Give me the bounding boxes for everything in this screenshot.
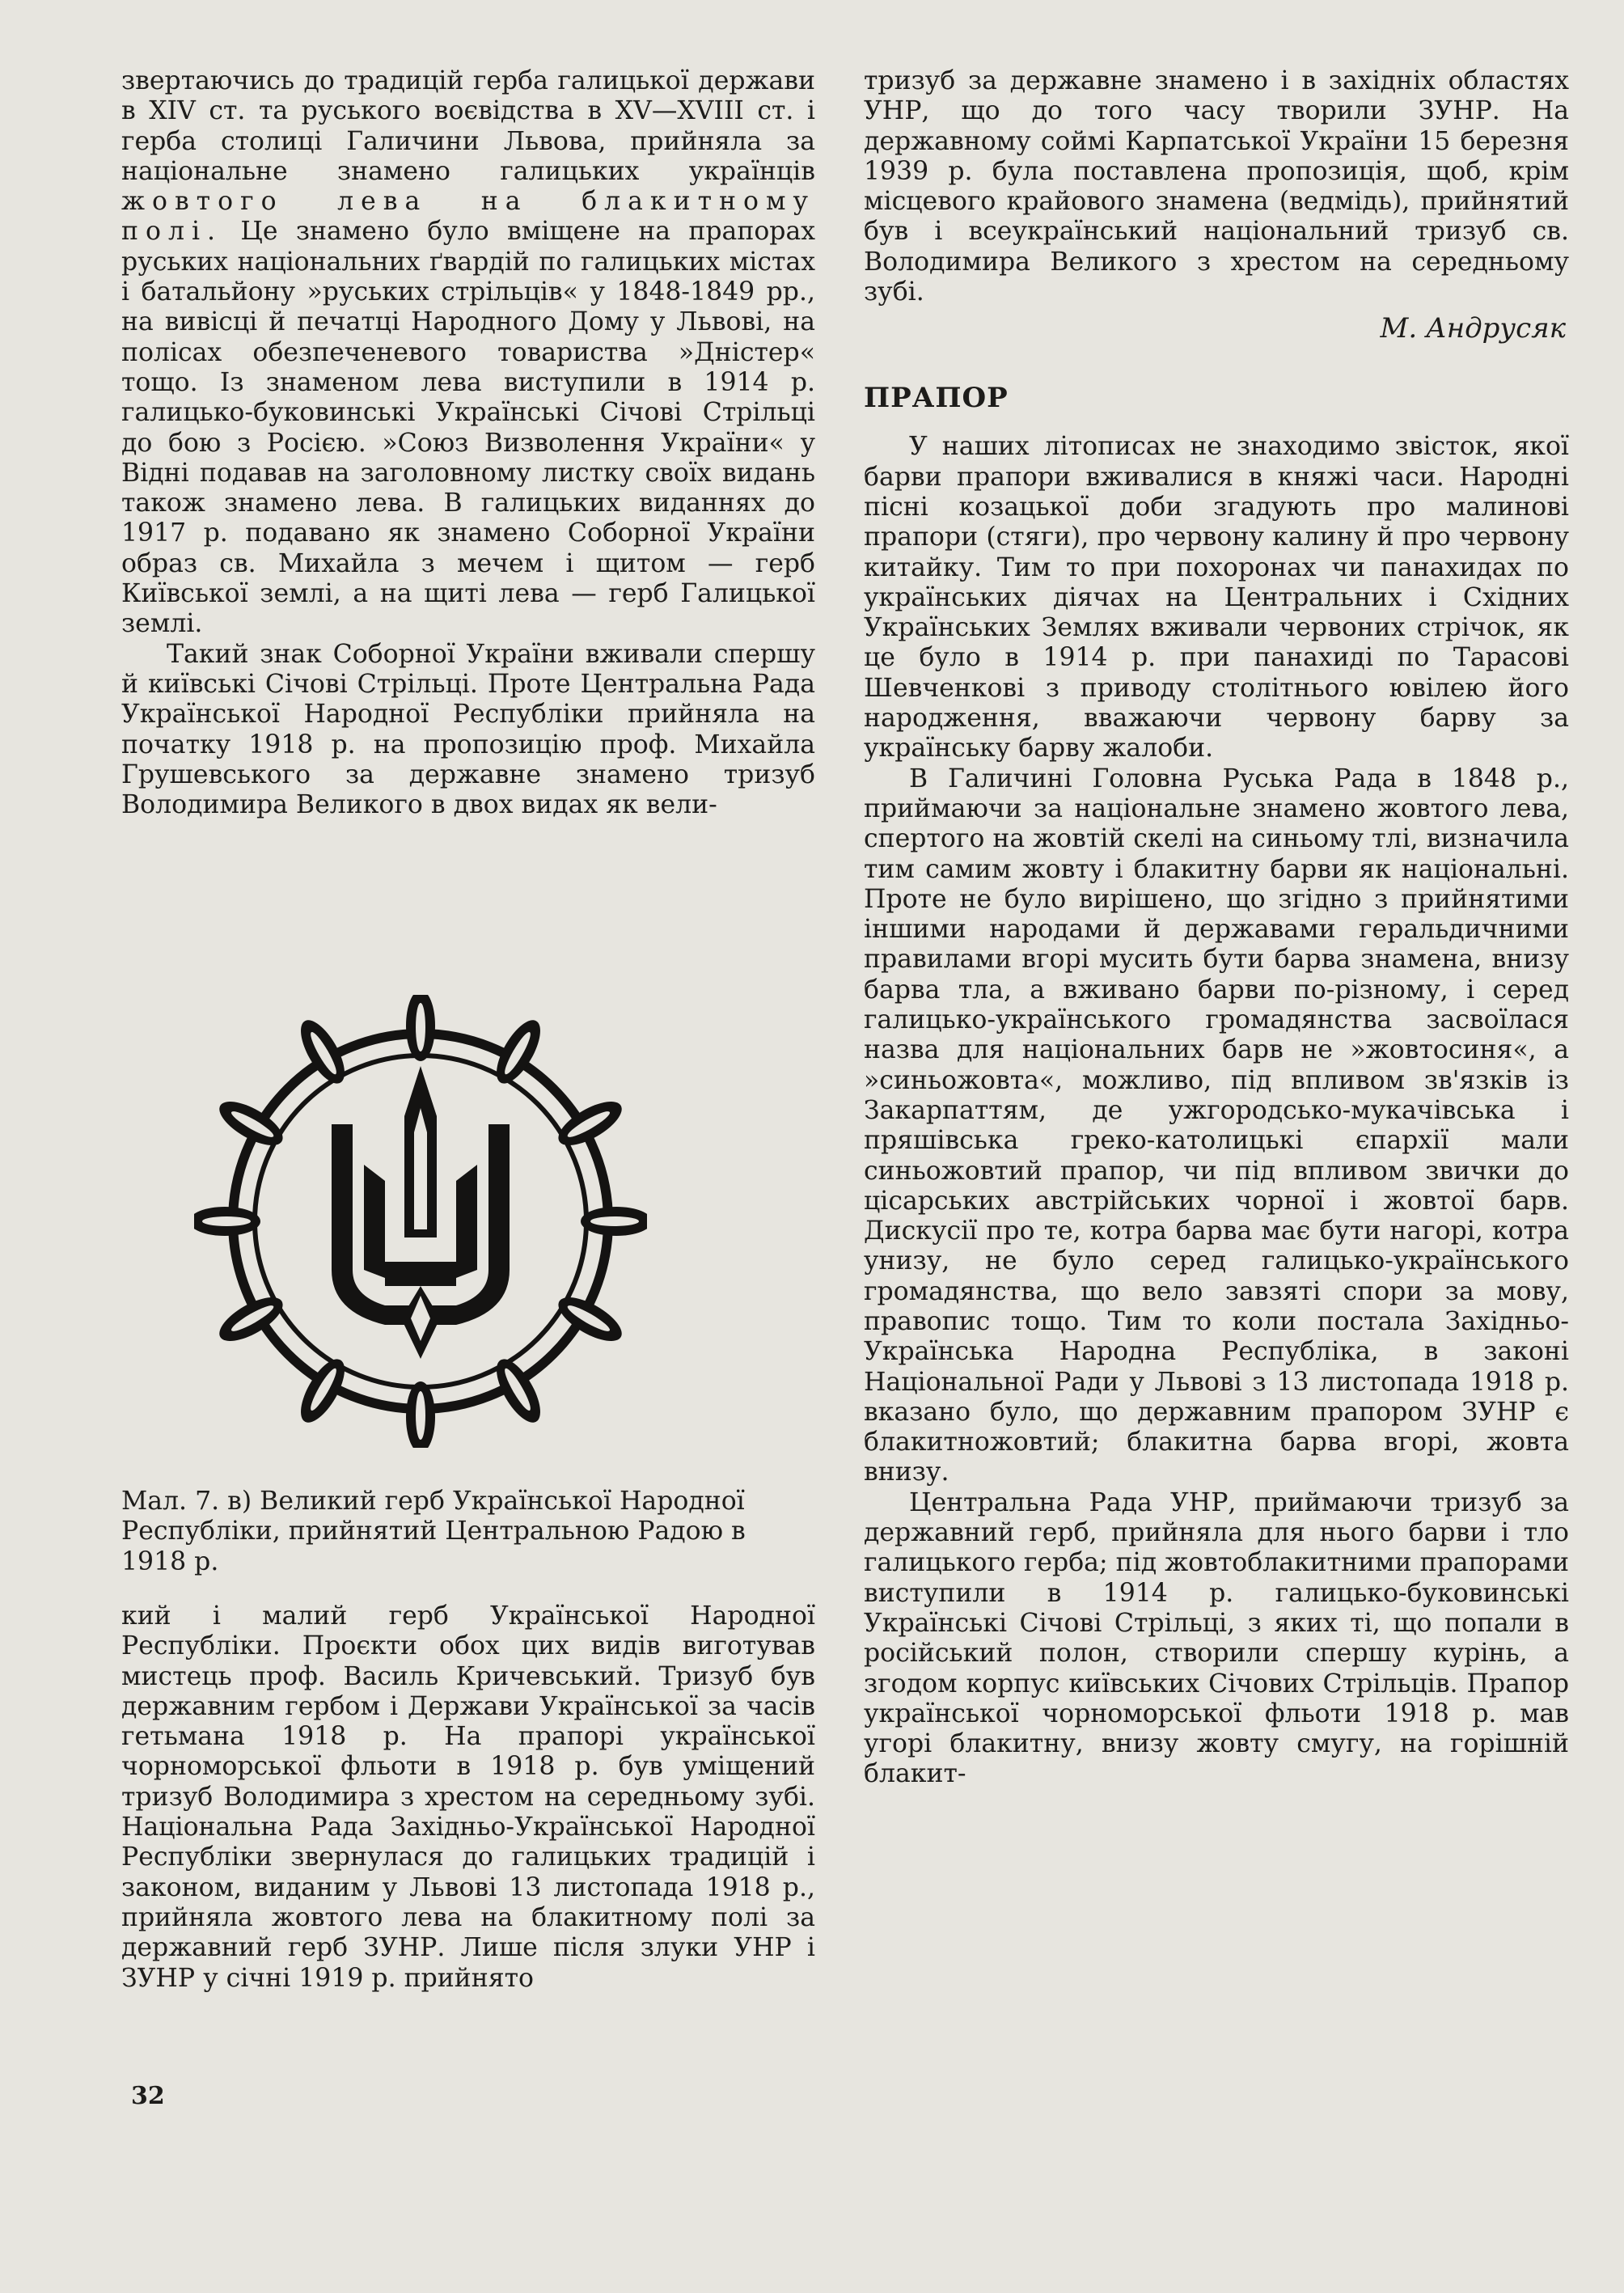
right-paragraph-3: Центральна Рада УНР, приймаючи тризуб за державний герб, прийняла для нього барви і тло галицького герба; під жовтоблакитними прапорами виступили в 1914 р. галицько-буковинські Українські Січові Стрільці, з яких ті, що попали в російський полон, створили спершу курінь, а згодом корпус київських Січових Стрільців. Прапор української чорноморської фльоти 1918 р. мав угорі блакитну, внизу жовту смугу, на горішній блакит- [864, 1487, 1569, 1789]
figure-caption [121, 1487, 815, 1577]
left-lower-paragraph: кий і малий герб Української Народної Республіки. Проєкти обох цих видів виготував мистець проф. Василь Кричевський. Тризуб був державним гербом і Держави Української за часів гетьмана 1918 р. На прапорі української чорноморської фльоти в 1918 р. був уміщений тризуб Володимира з хрестом на середньому зубі. Національна Рада Західньо-Української Народної Республіки звернулася до галицьких традицій і законом, виданим у Львові 13 листопада 1918 р., прийняла жовтого лева на блакитному полі за державний герб ЗУНР. Лише після злуки УНР і ЗУНР у січні 1919 р. прийнято [121, 1601, 815, 1993]
right-paragraph-1: У наших літописах не знаходимо звісток, якої барви прапори вживалися в княжі часи. Народні пісні козацької доби згадують про малинові прапори (стяги), про червону калину й про червону китайку. Тим то при похоронах чи панахидах по українських діячах на Центральних і Східних Українських Землях вживали червоних стрічок, як це було в 1914 р. при панахиді по Тарасові Шевченкові з приводу столітнього ювілею його народження, вважаючи червону барву за українську барву жалоби. [864, 432, 1569, 764]
right-paragraph-0: тризуб за державне знамено і в західніх областях УНР, що до того часу творили ЗУНР. На державному соймі Карпатської України 15 березня 1939 р. була поставлена пропозиція, щоб, крім місцевого крайового знамена (ведмідь), прийнятий був і всеукраїнський національний тризуб св. Володимира Великого з хрестом на середньому зубі. [864, 66, 1569, 307]
caption-text: Мал. 7. в) Великий герб Української Народної Республіки, прийнятий Центральною Радою в 1918 р. [121, 1487, 746, 1576]
right-paragraph-2: В Галичині Головна Руська Рада в 1848 р., приймаючи за національне знамено жовтого лева, спертого на жовтій скелі на синьому тлі, визначила тим самим жовту і блакитну барви як національні. Проте не було вирішено, що згідно з прийнятими іншими народами й державами геральдичними правилами вгорі мусить бути барва знамена, внизу барва тла, а вживано барви по-різному, і серед галицько-українського громадянства засвоїлася назва для національних барв не »жовтосиня«, а »синьожовта«, можливо, під впливом зв'язків із Закарпаттям, де ужгородсько-мукачівська і пряшівська греко-католицькі єпархії мали синьожовтий прапор, чи під впливом звички до цісарських австрійських чорної і жовтої барв. Дискусії про те, котра барва має бути нагорі, котра унизу, не було серед галицько-українського громадянства, що вело завзяті спори за мову, правопис тощо. Тим то коли постала Західньо-Українська Народна Республіка, в законі Національної Ради у Львові з 13 листопада 1918 р. вказано було, що державним прапором ЗУНР є блакитножовтий; блакитна барва вгорі, жовта внизу. [864, 764, 1569, 1487]
trident-emblem-icon [194, 995, 647, 1448]
left-paragraph-2: Такий знак Соборної України вживали спершу й київські Січові Стрільці. Проте Центральна Рада Української Народної Республіки прийняла на початку 1918 р. на пропозицію проф. Михайла Грушевського за державне знамено тризуб Володимира Великого в двох видах як вели- [121, 639, 815, 820]
left-paragraph-1-rest: Це знамено було вміщене на прапорах руських національних ґвардій по галицьких містах і батальйону »руських стрільців« у 1848-1849 рр., на вивісці й печатці Народного Дому у Львові, на полісах обезпеченевого товариства »Дністер« тощо. Із знаменом лева виступили в 1914 р. галицько-буковинські Українські Січові Стрільці до бою з Росією. »Союз Визволення України« у Відні подавав на заголовному листку своїх видань також знамено лева. В галицьких виданнях до 1917 р. подавано як знамено Соборної України образ св. Михайла з мечем і щитом — герб Київської землі, а на щиті лева — герб Галицької землі. [121, 217, 815, 639]
spaced-emphasis-text: жовтого лева на блакитному полі. [121, 187, 815, 247]
left-paragraph-1 [121, 66, 815, 640]
left-column-lower [121, 1601, 815, 1994]
author-signature: М. Андрусяк [1380, 312, 1566, 345]
left-paragraph-1-text: звертаючись до традицій герба галицької держави в XIV ст. та руського воєвідства в XV—XVIII ст. і герба столиці Галичини Львова, прийняла за національне знамено галицьких українців [121, 66, 815, 186]
left-column [121, 66, 815, 820]
right-column [864, 66, 1569, 1790]
section-heading: ПРАПОР [864, 382, 1009, 415]
page-number: 32 [131, 2082, 165, 2110]
